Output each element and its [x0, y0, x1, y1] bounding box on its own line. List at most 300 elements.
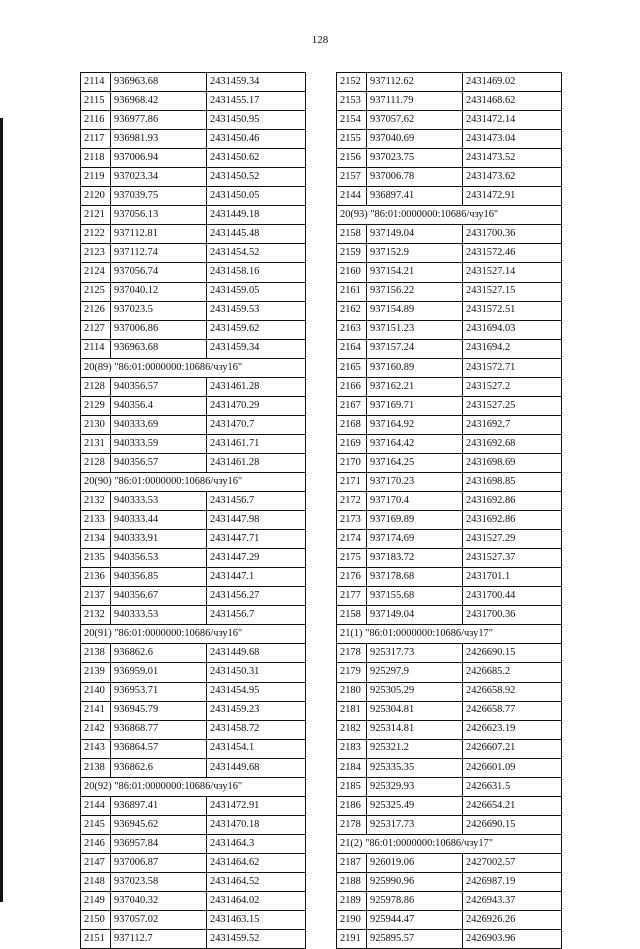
table-row — [81, 111, 306, 130]
point-number: 2141 — [81, 701, 111, 720]
table-row — [81, 606, 306, 625]
table-row — [337, 911, 562, 930]
y-coordinate: 2431692.68 — [463, 434, 562, 453]
y-coordinate: 2431458.72 — [207, 720, 306, 739]
point-number: 2143 — [81, 739, 111, 758]
x-coordinate: 925325.49 — [367, 796, 463, 815]
y-coordinate: 2431473.52 — [463, 149, 562, 168]
coordinates-table-left — [80, 72, 306, 949]
x-coordinate: 925304.81 — [367, 701, 463, 720]
x-coordinate: 937156.22 — [367, 282, 463, 301]
y-coordinate: 2426690.15 — [463, 644, 562, 663]
table-row — [81, 434, 306, 453]
table-row — [81, 73, 306, 92]
y-coordinate: 2431527.29 — [463, 530, 562, 549]
point-number: 2120 — [81, 187, 111, 206]
y-coordinate: 2431700.36 — [463, 606, 562, 625]
table-row — [81, 739, 306, 758]
y-coordinate: 2431700.36 — [463, 225, 562, 244]
table-row — [337, 549, 562, 568]
x-coordinate: 937169.89 — [367, 511, 463, 530]
parcel-header: 20(93) "86:01:0000000:10686/чзу16" — [337, 206, 562, 225]
x-coordinate: 925895.57 — [367, 930, 463, 949]
x-coordinate: 936959.01 — [111, 663, 207, 682]
point-number: 2148 — [81, 872, 111, 891]
y-coordinate: 2431447.71 — [207, 530, 306, 549]
y-coordinate: 2426631.5 — [463, 777, 562, 796]
point-number: 2144 — [81, 796, 111, 815]
point-number: 2119 — [81, 168, 111, 187]
point-number: 2185 — [337, 777, 367, 796]
point-number: 2128 — [81, 453, 111, 472]
table-row — [337, 168, 562, 187]
point-number: 2165 — [337, 358, 367, 377]
x-coordinate: 940333.53 — [111, 606, 207, 625]
point-number: 2170 — [337, 453, 367, 472]
x-coordinate: 937023.5 — [111, 301, 207, 320]
table-row — [81, 244, 306, 263]
x-coordinate: 940356.67 — [111, 587, 207, 606]
x-coordinate: 936897.41 — [367, 187, 463, 206]
table-row — [81, 492, 306, 511]
point-number: 2139 — [81, 663, 111, 682]
parcel-header-row — [337, 834, 562, 853]
point-number: 2157 — [337, 168, 367, 187]
table-row — [337, 892, 562, 911]
point-number: 2166 — [337, 377, 367, 396]
x-coordinate: 937039.75 — [111, 187, 207, 206]
x-coordinate: 925297.9 — [367, 663, 463, 682]
x-coordinate: 925317.73 — [367, 815, 463, 834]
x-coordinate: 937152.9 — [367, 244, 463, 263]
table-row — [81, 815, 306, 834]
x-coordinate: 936862.6 — [111, 758, 207, 777]
point-number: 2152 — [337, 73, 367, 92]
table-row — [337, 453, 562, 472]
coordinates-table-right — [336, 72, 562, 949]
x-coordinate: 936897.41 — [111, 796, 207, 815]
x-coordinate: 937006.78 — [367, 168, 463, 187]
table-row — [81, 168, 306, 187]
table-row — [337, 225, 562, 244]
table-row — [337, 777, 562, 796]
y-coordinate: 2426623.19 — [463, 720, 562, 739]
table-row — [337, 758, 562, 777]
point-number: 2160 — [337, 263, 367, 282]
point-number: 2121 — [81, 206, 111, 225]
table-row — [337, 111, 562, 130]
x-coordinate: 936957.84 — [111, 834, 207, 853]
point-number: 2117 — [81, 130, 111, 149]
parcel-header: 20(91) "86:01:0000000:10686/чзу16" — [81, 625, 306, 644]
y-coordinate: 2431450.52 — [207, 168, 306, 187]
y-coordinate: 2431449.18 — [207, 206, 306, 225]
table-row — [337, 434, 562, 453]
y-coordinate: 2431449.68 — [207, 758, 306, 777]
y-coordinate: 2431701.1 — [463, 568, 562, 587]
table-row — [81, 587, 306, 606]
table-row — [81, 568, 306, 587]
x-coordinate: 937040.12 — [111, 282, 207, 301]
x-coordinate: 936963.68 — [111, 339, 207, 358]
parcel-header: 21(1) "86:01:0000000:10686/чзу17" — [337, 625, 562, 644]
point-number: 2134 — [81, 530, 111, 549]
table-row — [81, 796, 306, 815]
y-coordinate: 2431454.1 — [207, 739, 306, 758]
point-number: 2137 — [81, 587, 111, 606]
table-row — [81, 396, 306, 415]
table-row — [337, 720, 562, 739]
x-coordinate: 925335.35 — [367, 758, 463, 777]
table-row — [81, 415, 306, 434]
x-coordinate: 940356.57 — [111, 453, 207, 472]
table-row — [337, 663, 562, 682]
x-coordinate: 937040.69 — [367, 130, 463, 149]
y-coordinate: 2431464.52 — [207, 872, 306, 891]
table-row — [81, 320, 306, 339]
table-row — [81, 130, 306, 149]
y-coordinate: 2431450.05 — [207, 187, 306, 206]
table-row — [81, 930, 306, 949]
x-coordinate: 937149.04 — [367, 606, 463, 625]
point-number: 2145 — [81, 815, 111, 834]
parcel-header: 20(90) "86:01:0000000:10686/чзу16" — [81, 472, 306, 491]
x-coordinate: 940356.57 — [111, 377, 207, 396]
point-number: 2177 — [337, 587, 367, 606]
table-row — [81, 339, 306, 358]
parcel-header-row — [81, 472, 306, 491]
point-number: 2164 — [337, 339, 367, 358]
y-coordinate: 2426658.77 — [463, 701, 562, 720]
x-coordinate: 937023.34 — [111, 168, 207, 187]
table-row — [337, 320, 562, 339]
y-coordinate: 2431694.2 — [463, 339, 562, 358]
y-coordinate: 2431469.02 — [463, 73, 562, 92]
x-coordinate: 940333.91 — [111, 530, 207, 549]
point-number: 2114 — [81, 73, 111, 92]
point-number: 2127 — [81, 320, 111, 339]
table-row — [337, 796, 562, 815]
table-row — [81, 301, 306, 320]
y-coordinate: 2431447.1 — [207, 568, 306, 587]
table-row — [81, 549, 306, 568]
y-coordinate: 2431464.62 — [207, 853, 306, 872]
table-row — [337, 568, 562, 587]
y-coordinate: 2426658.92 — [463, 682, 562, 701]
x-coordinate: 936981.93 — [111, 130, 207, 149]
point-number: 2124 — [81, 263, 111, 282]
point-number: 2168 — [337, 415, 367, 434]
point-number: 2188 — [337, 872, 367, 891]
x-coordinate: 937162.21 — [367, 377, 463, 396]
y-coordinate: 2427002.57 — [463, 853, 562, 872]
point-number: 2116 — [81, 111, 111, 130]
point-number: 2138 — [81, 644, 111, 663]
y-coordinate: 2431472.14 — [463, 111, 562, 130]
x-coordinate: 937164.92 — [367, 415, 463, 434]
point-number: 2144 — [337, 187, 367, 206]
point-number: 2138 — [81, 758, 111, 777]
point-number: 2118 — [81, 149, 111, 168]
table-row — [81, 720, 306, 739]
table-row — [337, 301, 562, 320]
x-coordinate: 937157.24 — [367, 339, 463, 358]
x-coordinate: 937149.04 — [367, 225, 463, 244]
point-number: 2115 — [81, 92, 111, 111]
y-coordinate: 2426903.96 — [463, 930, 562, 949]
scan-margin-bar — [0, 118, 3, 902]
x-coordinate: 940356.85 — [111, 568, 207, 587]
y-coordinate: 2431447.98 — [207, 511, 306, 530]
y-coordinate: 2431527.2 — [463, 377, 562, 396]
x-coordinate: 936862.6 — [111, 644, 207, 663]
table-row — [81, 377, 306, 396]
y-coordinate: 2431454.52 — [207, 244, 306, 263]
table-row — [81, 92, 306, 111]
x-coordinate: 936977.86 — [111, 111, 207, 130]
table-row — [81, 530, 306, 549]
x-coordinate: 937111.79 — [367, 92, 463, 111]
table-row — [81, 511, 306, 530]
point-number: 2190 — [337, 911, 367, 930]
y-coordinate: 2431692.86 — [463, 511, 562, 530]
x-coordinate: 937183.72 — [367, 549, 463, 568]
point-number: 2153 — [337, 92, 367, 111]
point-number: 2175 — [337, 549, 367, 568]
x-coordinate: 937057.02 — [111, 911, 207, 930]
x-coordinate: 936868.77 — [111, 720, 207, 739]
table-row — [337, 130, 562, 149]
parcel-header-row — [337, 206, 562, 225]
table-row — [337, 472, 562, 491]
y-coordinate: 2431459.53 — [207, 301, 306, 320]
table-row — [337, 644, 562, 663]
y-coordinate: 2431456.27 — [207, 587, 306, 606]
x-coordinate: 936945.79 — [111, 701, 207, 720]
y-coordinate: 2431450.95 — [207, 111, 306, 130]
table-row — [81, 892, 306, 911]
table-row — [337, 853, 562, 872]
table-row — [337, 282, 562, 301]
point-number: 2133 — [81, 511, 111, 530]
x-coordinate: 937170.4 — [367, 492, 463, 511]
table-row — [337, 530, 562, 549]
y-coordinate: 2431692.86 — [463, 492, 562, 511]
y-coordinate: 2431459.34 — [207, 339, 306, 358]
point-number: 2142 — [81, 720, 111, 739]
point-number: 2173 — [337, 511, 367, 530]
point-number: 2126 — [81, 301, 111, 320]
x-coordinate: 937112.81 — [111, 225, 207, 244]
x-coordinate: 940333.69 — [111, 415, 207, 434]
parcel-header-row — [81, 625, 306, 644]
point-number: 2150 — [81, 911, 111, 930]
x-coordinate: 925329.93 — [367, 777, 463, 796]
x-coordinate: 937040.32 — [111, 892, 207, 911]
table-row — [81, 663, 306, 682]
y-coordinate: 2431445.48 — [207, 225, 306, 244]
point-number: 2181 — [337, 701, 367, 720]
y-coordinate: 2431572.71 — [463, 358, 562, 377]
page-number: 128 — [311, 34, 329, 46]
point-number: 2169 — [337, 434, 367, 453]
x-coordinate: 937174.69 — [367, 530, 463, 549]
point-number: 2128 — [81, 377, 111, 396]
table-row — [81, 263, 306, 282]
x-coordinate: 925321.2 — [367, 739, 463, 758]
y-coordinate: 2431572.46 — [463, 244, 562, 263]
point-number: 2122 — [81, 225, 111, 244]
y-coordinate: 2431461.28 — [207, 377, 306, 396]
table-row — [81, 282, 306, 301]
y-coordinate: 2431459.34 — [207, 73, 306, 92]
y-coordinate: 2431692.7 — [463, 415, 562, 434]
point-number: 2174 — [337, 530, 367, 549]
y-coordinate: 2426926.26 — [463, 911, 562, 930]
y-coordinate: 2431458.16 — [207, 263, 306, 282]
x-coordinate: 937006.86 — [111, 320, 207, 339]
x-coordinate: 925314.81 — [367, 720, 463, 739]
point-number: 2159 — [337, 244, 367, 263]
y-coordinate: 2431472.91 — [207, 796, 306, 815]
y-coordinate: 2431470.18 — [207, 815, 306, 834]
point-number: 2114 — [81, 339, 111, 358]
x-coordinate: 937154.89 — [367, 301, 463, 320]
y-coordinate: 2431527.15 — [463, 282, 562, 301]
table-row — [81, 206, 306, 225]
table-row — [337, 415, 562, 434]
x-coordinate: 940356.53 — [111, 549, 207, 568]
x-coordinate: 925305.29 — [367, 682, 463, 701]
x-coordinate: 937112.62 — [367, 73, 463, 92]
point-number: 2161 — [337, 282, 367, 301]
x-coordinate: 940356.4 — [111, 396, 207, 415]
point-number: 2140 — [81, 682, 111, 701]
point-number: 2189 — [337, 892, 367, 911]
point-number: 2123 — [81, 244, 111, 263]
point-number: 2187 — [337, 853, 367, 872]
table-row — [81, 834, 306, 853]
y-coordinate: 2431694.03 — [463, 320, 562, 339]
y-coordinate: 2431450.62 — [207, 149, 306, 168]
y-coordinate: 2431473.62 — [463, 168, 562, 187]
point-number: 2146 — [81, 834, 111, 853]
table-row — [81, 872, 306, 891]
point-number: 2180 — [337, 682, 367, 701]
point-number: 2171 — [337, 472, 367, 491]
table-row — [337, 358, 562, 377]
y-coordinate: 2426987.19 — [463, 872, 562, 891]
point-number: 2132 — [81, 492, 111, 511]
table-row — [337, 682, 562, 701]
y-coordinate: 2426607.21 — [463, 739, 562, 758]
x-coordinate: 940333.59 — [111, 434, 207, 453]
y-coordinate: 2431700.44 — [463, 587, 562, 606]
table-row — [81, 149, 306, 168]
y-coordinate: 2431464.3 — [207, 834, 306, 853]
table-row — [337, 930, 562, 949]
y-coordinate: 2431459.05 — [207, 282, 306, 301]
table-row — [81, 682, 306, 701]
x-coordinate: 936968.42 — [111, 92, 207, 111]
point-number: 2178 — [337, 815, 367, 834]
y-coordinate: 2431456.7 — [207, 492, 306, 511]
x-coordinate: 940333.53 — [111, 492, 207, 511]
table-row — [81, 453, 306, 472]
x-coordinate: 937170.23 — [367, 472, 463, 491]
y-coordinate: 2431527.14 — [463, 263, 562, 282]
point-number: 2186 — [337, 796, 367, 815]
y-coordinate: 2426943.37 — [463, 892, 562, 911]
x-coordinate: 937023.75 — [367, 149, 463, 168]
y-coordinate: 2431459.23 — [207, 701, 306, 720]
parcel-header-row — [81, 358, 306, 377]
table-row — [337, 377, 562, 396]
y-coordinate: 2431464.02 — [207, 892, 306, 911]
point-number: 2130 — [81, 415, 111, 434]
point-number: 2135 — [81, 549, 111, 568]
point-number: 2163 — [337, 320, 367, 339]
x-coordinate: 937023.58 — [111, 872, 207, 891]
table-row — [337, 815, 562, 834]
y-coordinate: 2431459.52 — [207, 930, 306, 949]
table-row — [81, 701, 306, 720]
y-coordinate: 2431527.37 — [463, 549, 562, 568]
x-coordinate: 937112.7 — [111, 930, 207, 949]
point-number: 2129 — [81, 396, 111, 415]
table-row — [337, 396, 562, 415]
point-number: 2149 — [81, 892, 111, 911]
table-row — [81, 853, 306, 872]
x-coordinate: 937112.74 — [111, 244, 207, 263]
x-coordinate: 937164.25 — [367, 453, 463, 472]
point-number: 2131 — [81, 434, 111, 453]
y-coordinate: 2431461.71 — [207, 434, 306, 453]
parcel-header: 20(89) "86:01:0000000:10686/чзу16" — [81, 358, 306, 377]
y-coordinate: 2426690.15 — [463, 815, 562, 834]
point-number: 2156 — [337, 149, 367, 168]
table-row — [81, 758, 306, 777]
point-number: 2182 — [337, 720, 367, 739]
y-coordinate: 2426685.2 — [463, 663, 562, 682]
table-row — [337, 92, 562, 111]
parcel-header: 20(92) "86:01:0000000:10686/чзу16" — [81, 777, 306, 796]
point-number: 2191 — [337, 930, 367, 949]
x-coordinate: 937056.74 — [111, 263, 207, 282]
point-number: 2179 — [337, 663, 367, 682]
y-coordinate: 2431461.28 — [207, 453, 306, 472]
y-coordinate: 2431572.51 — [463, 301, 562, 320]
point-number: 2172 — [337, 492, 367, 511]
table-row — [81, 911, 306, 930]
x-coordinate: 936945.62 — [111, 815, 207, 834]
table-row — [337, 187, 562, 206]
x-coordinate: 937155.68 — [367, 587, 463, 606]
y-coordinate: 2431527.25 — [463, 396, 562, 415]
point-number: 2154 — [337, 111, 367, 130]
point-number: 2136 — [81, 568, 111, 587]
table-row — [337, 739, 562, 758]
point-number: 2178 — [337, 644, 367, 663]
y-coordinate: 2431447.29 — [207, 549, 306, 568]
table-row — [337, 492, 562, 511]
table-row — [337, 244, 562, 263]
y-coordinate: 2431470.29 — [207, 396, 306, 415]
table-row — [337, 149, 562, 168]
parcel-header-row — [81, 777, 306, 796]
point-number: 2147 — [81, 853, 111, 872]
table-row — [337, 872, 562, 891]
